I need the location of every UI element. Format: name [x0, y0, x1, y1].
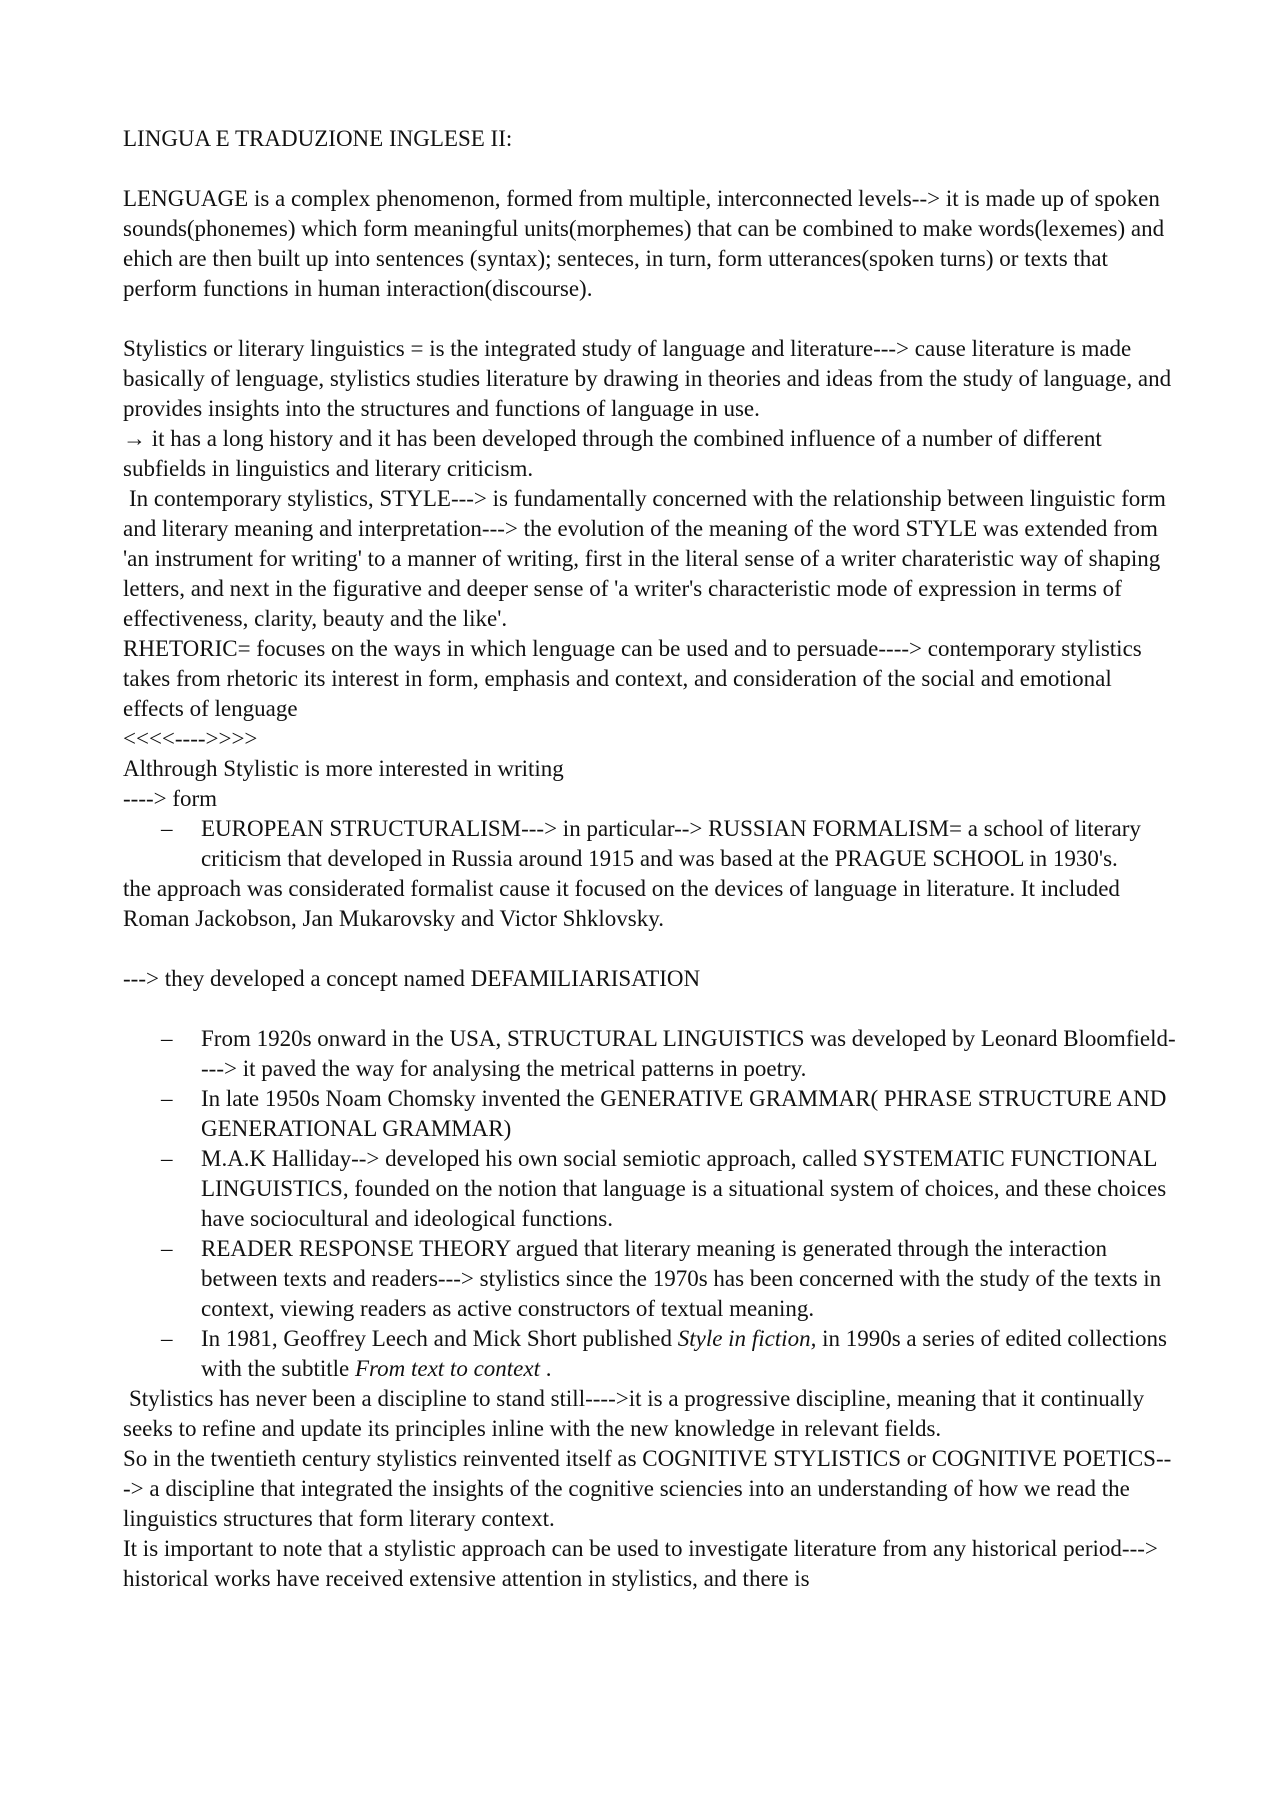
list-item — [123, 1144, 1178, 1234]
list-item-text: EUROPEAN STRUCTURALISM---> in particular--> RUSSIAN FORMALISM= a school of literary criticism that developed in Russia around 1915 and was based at the PRAGUE SCHOOL in 1930's. — [201, 816, 1141, 871]
dash-bullet: – — [161, 816, 173, 841]
list-item — [123, 1234, 1178, 1324]
book-subtitle: From text to context — [354, 1356, 540, 1381]
history-paragraph: → it has a long history and it has been developed through the combined influence of a number of different subfields in linguistics and literary criticism. — [123, 426, 1102, 481]
approach-paragraph: the approach was considerated formalist cause it focused on the devices of language in literature. It included Roman Jackobson, Jan Mukarovsky and Victor Shklovsky. — [123, 876, 1120, 931]
dash-bullet: – — [161, 1026, 173, 1051]
form-line: ----> form — [123, 786, 218, 811]
paragraph-gap — [123, 934, 1178, 964]
defamiliarisation-line: ---> they developed a concept named DEFAMILIARISATION — [123, 966, 701, 991]
dash-bullet: – — [161, 1326, 173, 1351]
dash-bullet: – — [161, 1146, 173, 1171]
never-still-paragraph: Stylistics has never been a discipline to stand still---->it is a progressive discipline, meaning that it continually seeks to refine and update its principles inline with the new knowledge in relevant fields. — [123, 1386, 1145, 1441]
stylistics-paragraph: Stylistics or literary linguistics = is the integrated study of language and literature---> cause literature is made basically of lenguage, stylistics studies literature by drawing in theories and ideas from the study of language, and provides insights into the structures and functions of language in use. — [123, 336, 1172, 421]
arrows-line: <<<<---->>>> — [123, 726, 258, 751]
list-item — [123, 1084, 1178, 1144]
linguistics-list — [123, 1024, 1178, 1384]
dash-bullet: – — [161, 1236, 173, 1261]
although-line: Althrough Stylistic is more interested in writing — [123, 756, 564, 781]
document-title: LINGUA E TRADUZIONE INGLESE II: — [123, 126, 513, 151]
structuralism-list — [123, 814, 1178, 874]
language-paragraph: LENGUAGE is a complex phenomenon, formed from multiple, interconnected levels--> it is made up of spoken sounds(phonemes) which form meaningful units(morphemes) that can be combined to make words(lexemes) and ehich are then built up into sentences (syntax); senteces, in turn, form utterances(spoken turns) or texts that perform functions in human interaction(discourse). — [123, 186, 1165, 301]
dash-bullet: – — [161, 1086, 173, 1111]
rhetoric-paragraph: RHETORIC= focuses on the ways in which lenguage can be used and to persuade----> contemporary stylistics takes from rhetoric its interest in form, emphasis and context, and consideration of the social and emotional effects of lenguage — [123, 636, 1142, 721]
leech-after: . — [539, 1356, 552, 1381]
list-item-text: From 1920s onward in the USA, STRUCTURAL LINGUISTICS was developed by Leonard Bloomfield----> it paved the way for analysing the metrical patterns in poetry. — [201, 1026, 1176, 1081]
list-item — [123, 814, 1178, 874]
list-item — [123, 1024, 1178, 1084]
document-body — [123, 124, 1178, 1594]
style-paragraph: In contemporary stylistics, STYLE---> is fundamentally concerned with the relationship between linguistic form and literary meaning and interpretation---> the evolution of the meaning of the word STYLE was extended from 'an instrument for writing' to a manner of writing, first in the literal sense of a writer charateristic way of shaping letters, and next in the figurative and deeper sense of 'a writer's characteristic mode of expression in terms of effectiveness, clarity, beauty and the like'. — [123, 486, 1166, 631]
leech-before: In 1981, Geoffrey Leech and Mick Short published — [201, 1326, 678, 1351]
cognitive-paragraph: So in the twentieth century stylistics reinvented itself as COGNITIVE STYLISTICS or COGNITIVE POETICS---> a discipline that integrated the insights of the cognitive sciencies into an understanding of how we read the linguistics structures that form literary context. — [123, 1446, 1172, 1531]
list-item-text: In late 1950s Noam Chomsky invented the GENERATIVE GRAMMAR( PHRASE STRUCTURE AND GENERATIONAL GRAMMAR) — [201, 1086, 1167, 1141]
list-item — [123, 1324, 1178, 1384]
book-title: Style in fiction, — [677, 1326, 817, 1351]
leech-middle: in 1990s a series of edited collections with the subtitle — [201, 1326, 1167, 1381]
paragraph-gap — [123, 994, 1178, 1024]
historical-paragraph: It is important to note that a stylistic approach can be used to investigate literature from any historical period---> historical works have received extensive attention in stylistics, and there is — [123, 1536, 1158, 1591]
paragraph-gap — [123, 304, 1178, 334]
list-item-text: READER RESPONSE THEORY argued that literary meaning is generated through the interaction between texts and readers---> stylistics since the 1970s has been concerned with the study of the texts in context, viewing readers as active constructors of textual meaning. — [201, 1236, 1162, 1321]
list-item-text: M.A.K Halliday--> developed his own social semiotic approach, called SYSTEMATIC FUNCTIONAL LINGUISTICS, founded on the notion that language is a situational system of choices, and these choices have sociocultural and ideological functions. — [201, 1146, 1167, 1231]
paragraph-gap — [123, 154, 1178, 184]
